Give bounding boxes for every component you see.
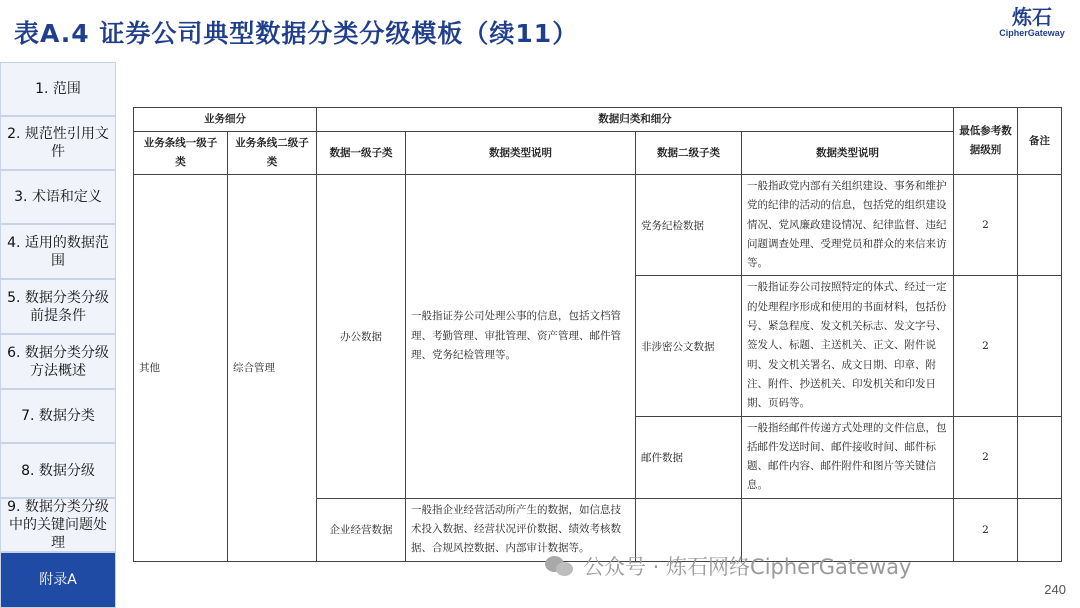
cell-business-l1: 其他 [134, 175, 228, 562]
cell-note [1018, 276, 1062, 416]
header-business-breakdown: 业务细分 [134, 108, 317, 132]
cell-data-l1: 企业经营数据 [317, 498, 406, 561]
header-data-l1-desc: 数据类型说明 [406, 132, 636, 175]
header-data-l2-desc: 数据类型说明 [742, 132, 954, 175]
cell-note [1018, 416, 1062, 498]
logo-text: CipherGateway [999, 28, 1065, 38]
sidebar-item-terms[interactable]: 3. 术语和定义 [0, 170, 116, 224]
header-business-l2: 业务条线二级子类 [228, 132, 317, 175]
header-data-l1: 数据一级子类 [317, 132, 406, 175]
cell-level: 2 [954, 416, 1018, 498]
cell-level: 2 [954, 498, 1018, 561]
sidebar-item-prerequisites[interactable]: 5. 数据分类分级前提条件 [0, 279, 116, 334]
cell-level: 2 [954, 175, 1018, 276]
sidebar-item-data-scope[interactable]: 4. 适用的数据范围 [0, 224, 116, 279]
cell-data-l2-desc: 一般指证券公司按照特定的体式、经过一定的处理程序形成和使用的书面材料，包括份号、紧急程度、发文机关标志、发文字号、签发人、标题、主送机关、正文、附件说明、发文机关署名、成文日期、印章、附注、附件、抄送机关、印发机关和印发日期、页码等。 [742, 276, 954, 416]
watermark [545, 551, 911, 581]
header-min-level: 最低参考数据级别 [954, 108, 1018, 175]
cell-data-l2: 邮件数据 [636, 416, 742, 498]
sidebar-item-classification[interactable]: 7. 数据分类 [0, 389, 116, 443]
cell-level: 2 [954, 276, 1018, 416]
header-business-l1: 业务条线一级子类 [134, 132, 228, 175]
sidebar-item-method-overview[interactable]: 6. 数据分类分级方法概述 [0, 334, 116, 389]
header-note: 备注 [1018, 108, 1062, 175]
cell-note [1018, 498, 1062, 561]
watermark-text: 公众号 · 炼石网络CipherGateway [583, 555, 912, 579]
brand-logo [996, 6, 1068, 38]
sidebar-item-key-issues[interactable]: 9. 数据分类分级中的关键问题处理 [0, 498, 116, 552]
classification-table [133, 107, 1062, 562]
header-data-breakdown: 数据归类和细分 [317, 108, 954, 132]
wechat-icon [545, 554, 575, 578]
cell-data-l2-desc: 一般指政党内部有关组织建设、事务和维护党的纪律的活动的信息，包括党的组织建设情况、党风廉政建设情况、纪律监督、违纪问题调查处理、受理党员和群众的来信来访等。 [742, 175, 954, 276]
sidebar-item-scope[interactable]: 1. 范围 [0, 62, 116, 116]
cell-data-l2: 非涉密公文数据 [636, 276, 742, 416]
cell-note [1018, 175, 1062, 276]
sidebar-item-appendix-a[interactable]: 附录A [0, 552, 116, 608]
sidebar-item-normative-references[interactable]: 2. 规范性引用文件 [0, 116, 116, 170]
page-title: 表A.4 证券公司典型数据分类分级模板（续11） [14, 19, 579, 48]
header-data-l2: 数据二级子类 [636, 132, 742, 175]
cell-data-l2: 党务纪检数据 [636, 175, 742, 276]
sidebar-item-grading[interactable]: 8. 数据分级 [0, 443, 116, 498]
logo-mark: 炼石 [1012, 5, 1052, 29]
cell-data-l1: 办公数据 [317, 175, 406, 499]
cell-data-l1-desc: 一般指证券公司处理公事的信息，包括文档管理、考勤管理、审批管理、资产管理、邮件管理、党务纪检管理等。 [406, 175, 636, 499]
page-number: 240 [1044, 582, 1066, 597]
cell-data-l1-desc: 一般指企业经营活动所产生的数据，如信息技术投入数据、经营状况评价数据、绩效考核数据、合规风控数据、内部审计数据等。 [406, 498, 636, 561]
cell-data-l2-desc: 一般指经邮件传递方式处理的文件信息，包括邮件发送时间、邮件接收时间、邮件标题、邮件内容、邮件附件和图片等关键信息。 [742, 416, 954, 498]
cell-business-l2: 综合管理 [228, 175, 317, 562]
sidebar-nav [0, 62, 116, 608]
